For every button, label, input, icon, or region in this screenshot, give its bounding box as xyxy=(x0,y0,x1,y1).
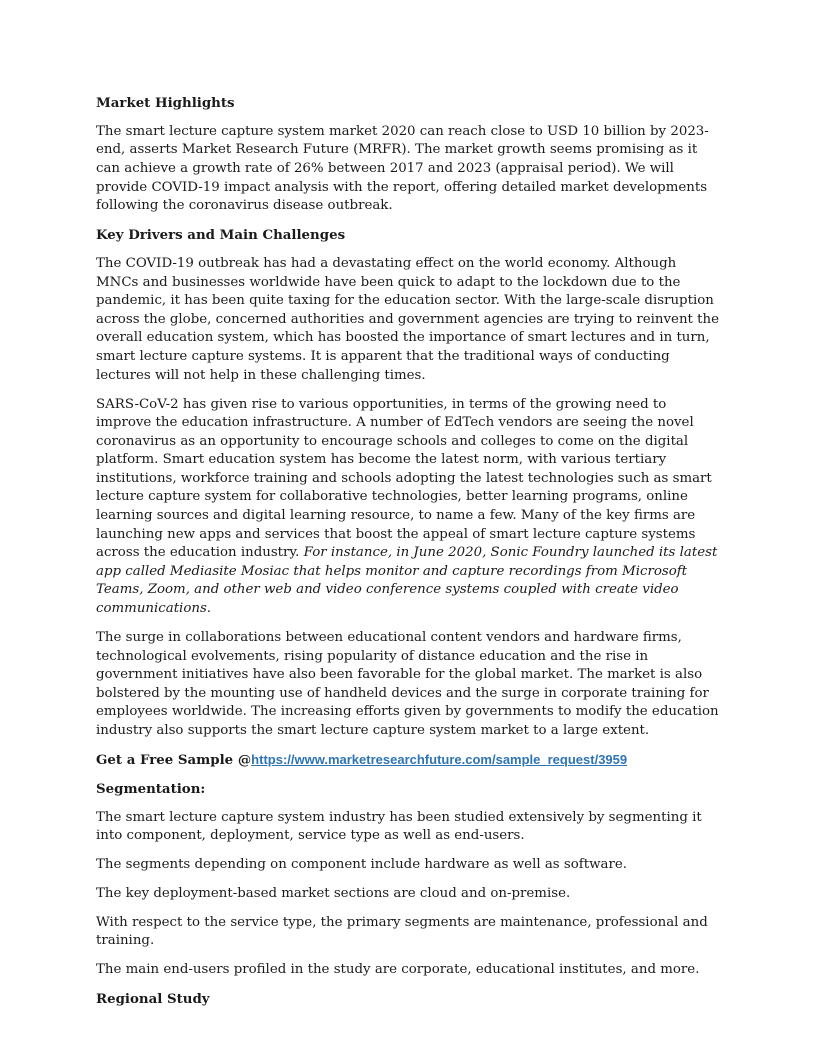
segmentation-paragraph: With respect to the service type, the primary segments are maintenance, professional and training. xyxy=(96,914,708,949)
market-highlights-heading: Market Highlights xyxy=(96,95,235,111)
key-drivers-paragraph-2-italic: For instance, in June 2020, Sonic Foundry launched its latest app called Mediasite Mosiac that helps monitor and capture recordings from Microsoft Teams, Zoom, and other web and video conference systems coupled with create video communications. xyxy=(96,545,718,617)
key-drivers-paragraph-1: The COVID-19 outbreak has had a devastating effect on the world economy. Although MNCs and businesses worldwide have been quick to adapt to the lockdown due to the pandemic, it has been quite taxing for the education sector. With the large-scale disruption across the globe, concerned authorities and government agencies are trying to reinvent the overall education system, which has boosted the importance of smart lectures and in turn, smart lecture capture systems. It is apparent that the traditional ways of conducting lectures will not help in these challenging times. xyxy=(96,256,719,383)
key-drivers-paragraph-3: The surge in collaborations between educational content vendors and hardware firms, technological evolvements, rising popularity of distance education and the rise in government initiatives have also been favorable for the global market. The market is also bolstered by the mounting use of handheld devices and the surge in corporate training for employees worldwide. The increasing efforts given by governments to modify the education industry also supports the smart lecture capture system market to a large extent. xyxy=(96,629,719,738)
segmentation-paragraph: The main end-users profiled in the study are corporate, educational institutes, and more. xyxy=(96,962,700,978)
free-sample-label: Get a Free Sample @ xyxy=(96,751,252,768)
market-highlights-paragraph: The smart lecture capture system market 2020 can reach close to USD 10 billion by 2023-end, asserts Market Research Future (MRFR). The market growth seems promising as it can achieve a growth rate of 26% between 2017 and 2023 (appraisal period). We will provide COVID-19 impact analysis with the report, offering detailed market developments following the coronavirus disease outbreak. xyxy=(96,123,709,214)
segmentation-paragraph: The key deployment-based market sections are cloud and on-premise. xyxy=(96,885,571,901)
key-drivers-heading: Key Drivers and Main Challenges xyxy=(96,227,346,244)
free-sample-line xyxy=(96,751,722,770)
key-drivers-paragraph-2-text: SARS-CoV-2 has given rise to various opportunities, in terms of the growing need to improve the education infrastructure. A number of EdTech vendors are seeing the novel coronavirus as an opportunity to encourage schools and colleges to come on the digital platform. Smart education system has become the latest norm, with various tertiary institutions, workforce training and schools adopting the latest technologies such as smart lecture capture system for collaborative technologies, better learning programs, online learning sources and digital learning resource, to name a few. Many of the key firms are launching new apps and services that boost the appeal of smart lecture capture systems across the education industry. xyxy=(96,396,712,561)
regional-study-heading: Regional Study xyxy=(96,991,210,1008)
key-drivers-paragraph-2 xyxy=(96,396,722,619)
segmentation-heading: Segmentation: xyxy=(96,780,206,797)
segmentation-paragraph: The smart lecture capture system industry has been studied extensively by segmenting it into component, deployment, service type as well as end-users. xyxy=(96,809,702,844)
document-page xyxy=(96,94,722,1019)
free-sample-link[interactable]: https://www.marketresearchfuture.com/sample_request/3959 xyxy=(251,751,628,767)
segmentation-paragraph: The segments depending on component include hardware as well as software. xyxy=(96,857,627,873)
